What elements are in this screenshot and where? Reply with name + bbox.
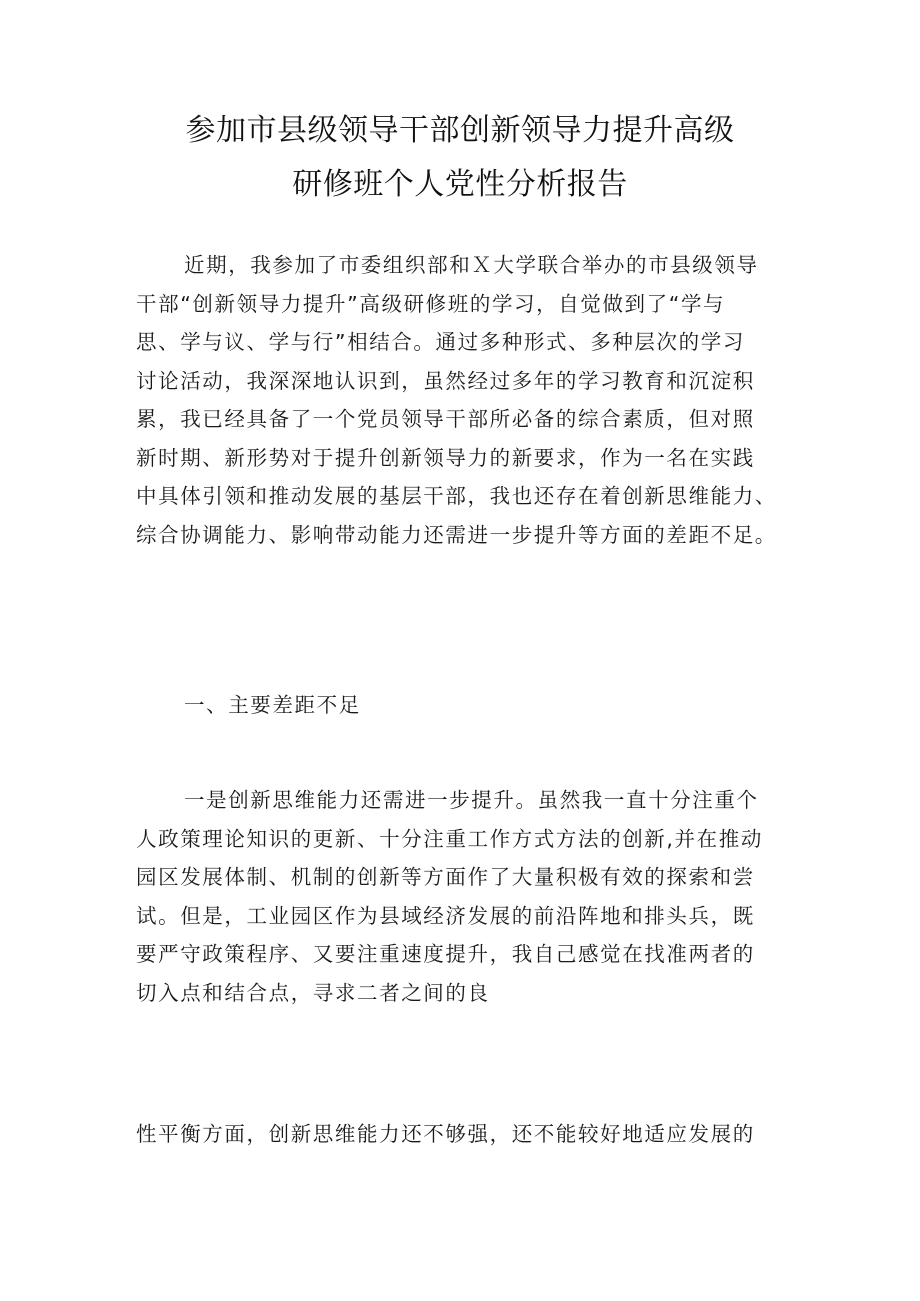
title-line-2: 研修班个人党性分析报告 — [292, 167, 628, 202]
intro-line-4: 讨论活动，我深深地认识到，虽然经过多年的学习教育和沉淀积 — [136, 368, 755, 393]
continuation-line-1: 性平衡方面，创新思维能力还不够强，还不能较好地适应发展的 — [136, 1122, 755, 1146]
point-1-line-6: 切入点和结合点，寻求二者之间的良 — [136, 980, 490, 1005]
point-1-line-3: 园区发展体制、机制的创新等方面作了大量积极有效的探索和尝 — [136, 865, 755, 889]
point-1-line-4: 试。但是，工业园区作为县域经济发展的前沿阵地和排头兵，既 — [136, 903, 755, 928]
intro-line-2: 干部“创新领导力提升”高级研修班的学习，自觉做到了“学与 — [136, 291, 726, 316]
document-title — [0, 104, 920, 212]
intro-line-1: 近期，我参加了市委组织部和Ｘ大学联合举办的市县级领导 — [184, 253, 759, 277]
point-1-line-5: 要严守政策程序、又要注重速度提升，我自己感觉在找准两者的 — [136, 942, 755, 966]
intro-line-6: 新时期、新形势对于提升创新领导力的新要求，作为一名在实践 — [136, 445, 755, 470]
point-1-paragraph — [136, 781, 800, 1012]
title-line-1: 参加市县级领导干部创新领导力提升高级 — [185, 113, 735, 148]
section-heading-1: 一、主要差距不足 — [184, 693, 361, 717]
intro-line-8: 综合协调能力、影响带动能力还需进一步提升等方面的差距不足。 — [136, 522, 777, 547]
intro-paragraph — [136, 246, 800, 554]
continuation-paragraph — [136, 1115, 800, 1154]
intro-line-5: 累，我已经具备了一个党员领导干部所必备的综合素质，但对照 — [136, 407, 755, 431]
point-1-line-2: 人政策理论知识的更新、十分注重工作方式方法的创新,并在推动 — [136, 826, 763, 851]
intro-line-3: 思、学与议、学与行”相结合。通过多种形式、多种层次的学习 — [136, 330, 745, 354]
point-1-line-1: 一是创新思维能力还需进一步提升。虽然我一直十分注重个 — [184, 788, 759, 812]
intro-line-7: 中具体引领和推动发展的基层干部，我也还存在着创新思维能力、 — [136, 484, 777, 508]
